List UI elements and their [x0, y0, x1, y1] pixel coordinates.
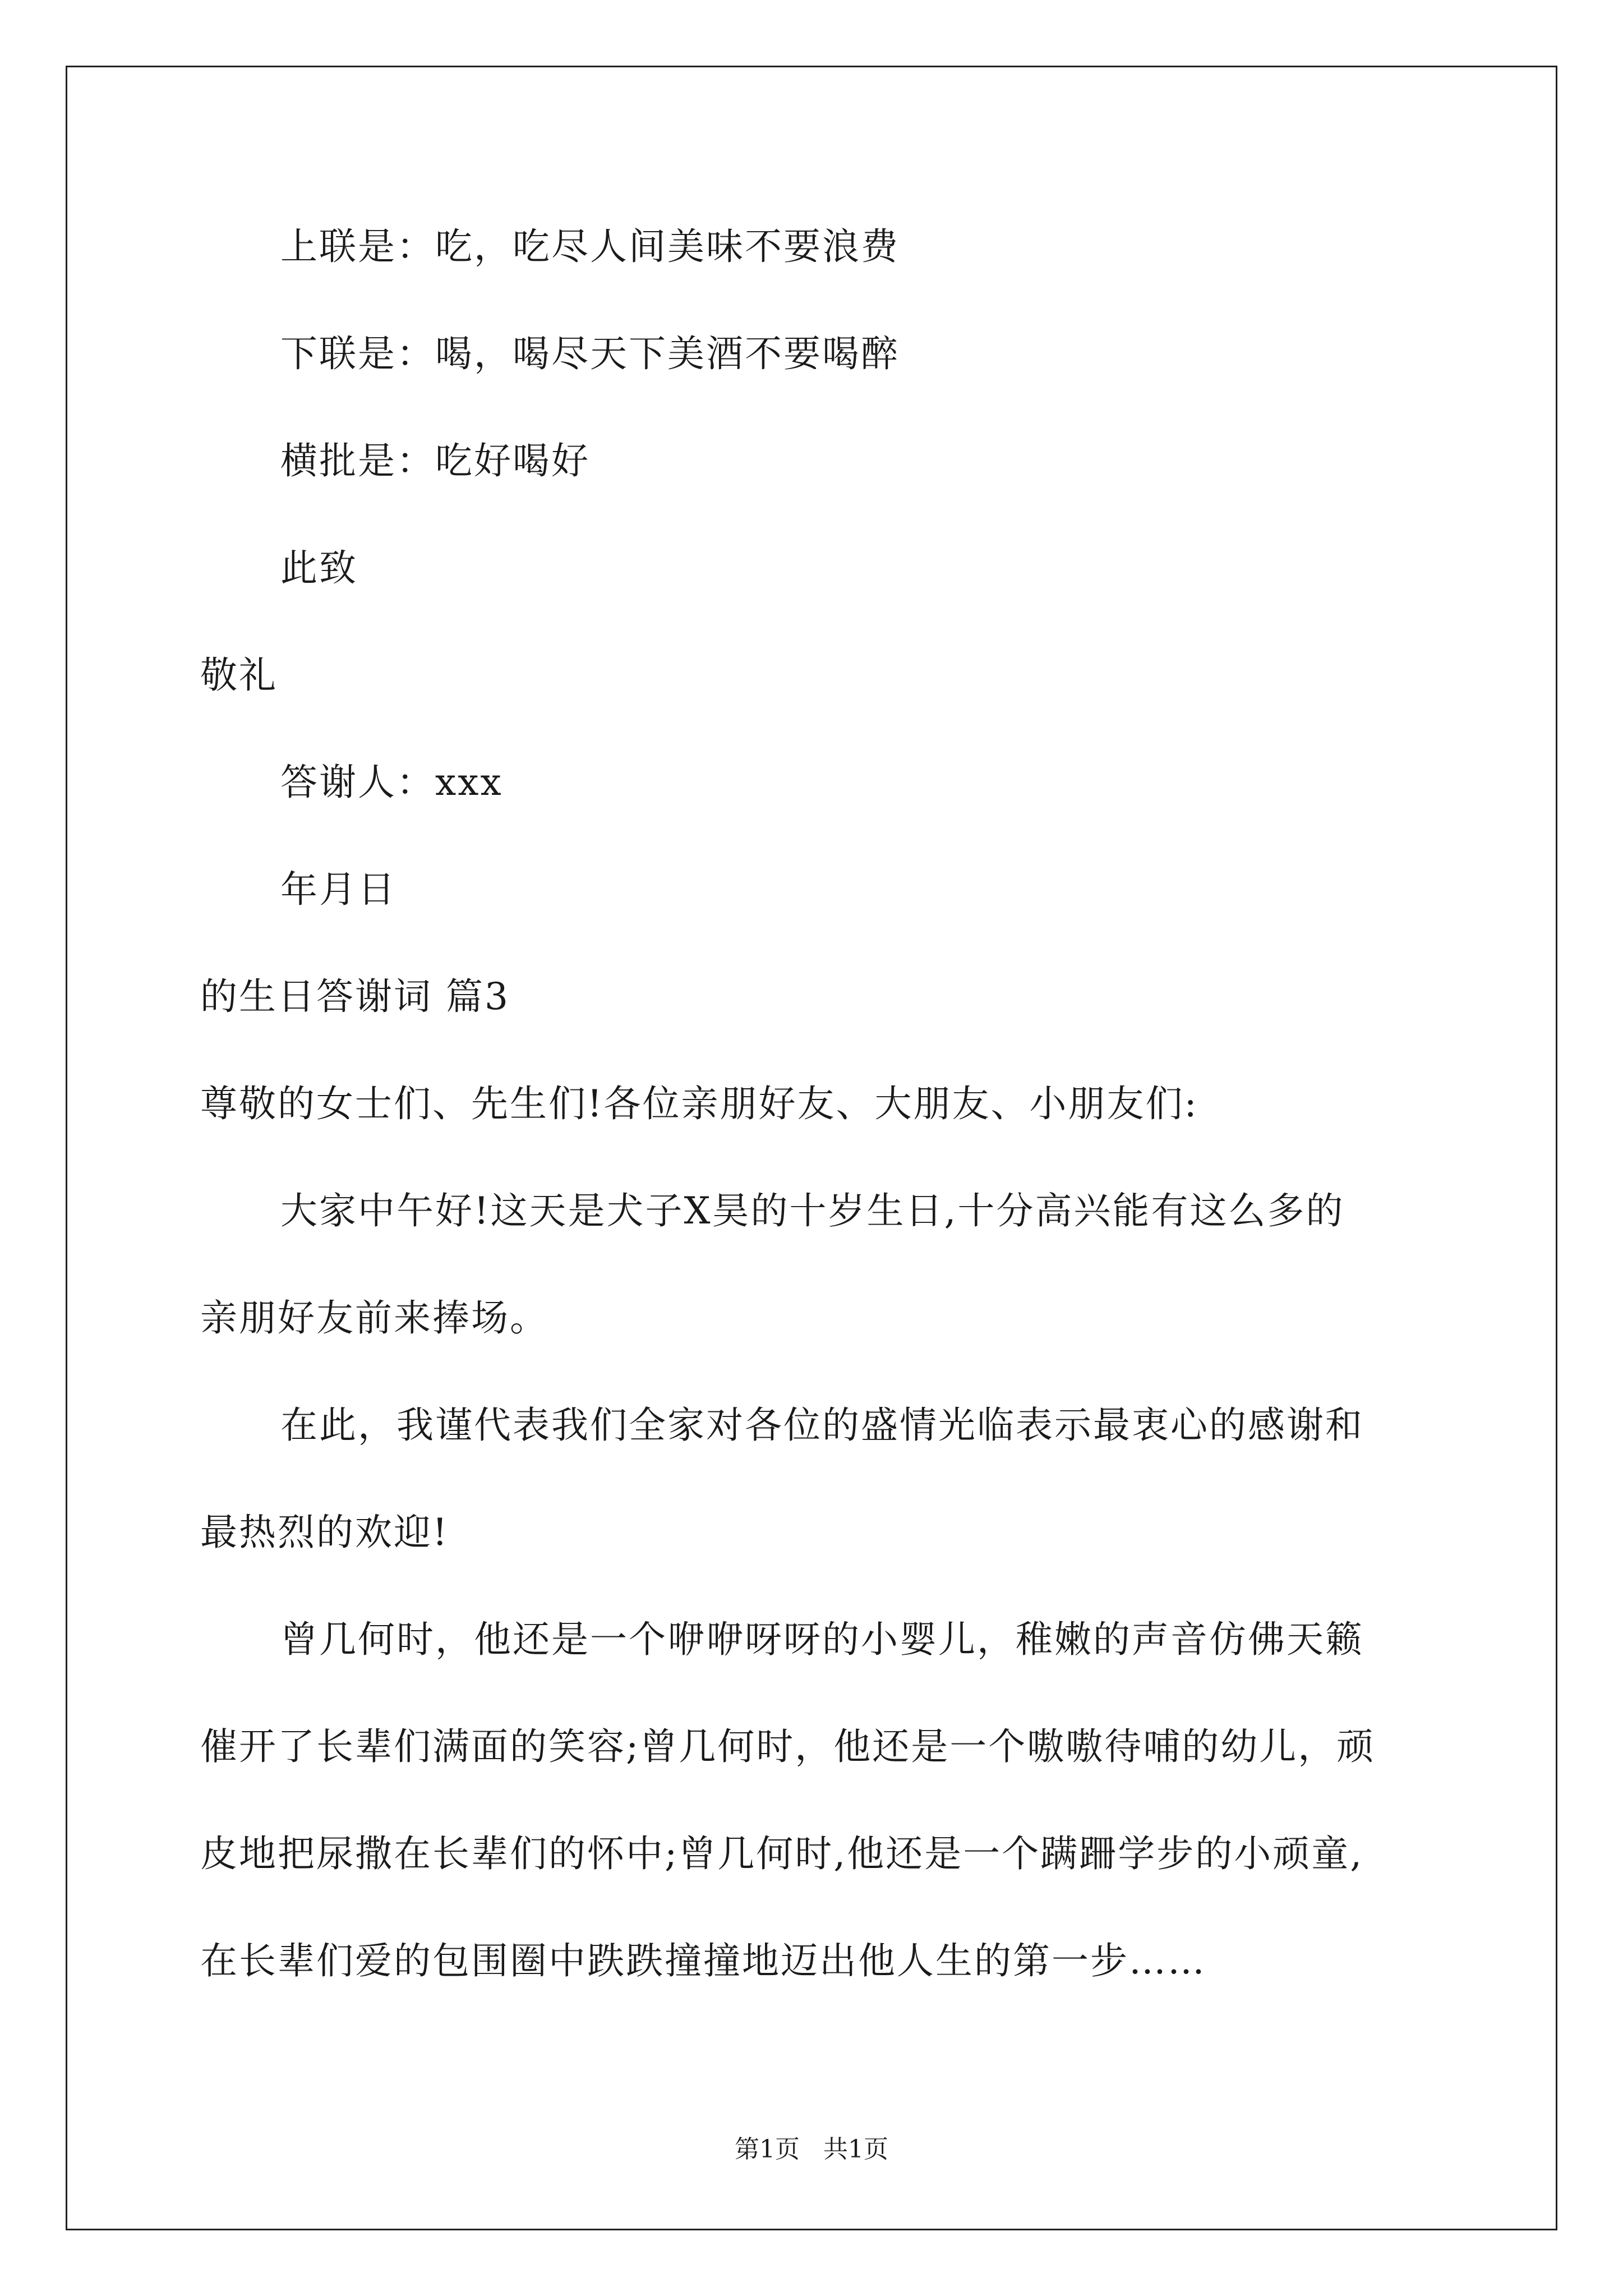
paragraph-line: 皮地把尿撒在长辈们的怀中;曾几何时,他还是一个蹒跚学步的小顽童,: [200, 1832, 1364, 1875]
page-frame: [66, 66, 1557, 2230]
paragraph-line: 大家中午好!这天是犬子X昊的十岁生日,十分高兴能有这么多的: [280, 1189, 1345, 1232]
date-line: 年月日: [280, 868, 396, 911]
salutation-line: 敬礼: [200, 654, 278, 697]
greeting-line: 尊敬的女士们、先生们!各位亲朋好友、大朋友、小朋友们:: [200, 1082, 1198, 1125]
paragraph-line: 在长辈们爱的包围圈中跌跌撞撞地迈出他人生的第一步……: [200, 1939, 1206, 1982]
paragraph-line: 在此，我谨代表我们全家对各位的盛情光临表示最衷心的感谢和: [280, 1404, 1364, 1447]
paragraph-line: 曾几何时，他还是一个咿咿呀呀的小婴儿，稚嫩的声音仿佛天籁: [280, 1618, 1364, 1661]
page-number-footer: 第1页 共1页: [735, 2135, 888, 2164]
couplet-lower-line: 下联是：喝，喝尽天下美酒不要喝醉: [280, 332, 900, 375]
paragraph-line: 亲朋好友前来捧场。: [200, 1296, 548, 1340]
couplet-upper-line: 上联是：吃，吃尽人间美味不要浪费: [280, 225, 900, 268]
closing-line: 此致: [280, 546, 358, 590]
signatory-line: 答谢人：xxx: [280, 761, 503, 804]
section-heading: 的生日答谢词 篇3: [200, 975, 510, 1018]
couplet-horizontal-line: 横批是：吃好喝好: [280, 439, 590, 482]
paragraph-line: 催开了长辈们满面的笑容;曾几何时，他还是一个嗷嗷待哺的幼儿，顽: [200, 1725, 1376, 1768]
paragraph-line: 最热烈的欢迎!: [200, 1511, 449, 1554]
